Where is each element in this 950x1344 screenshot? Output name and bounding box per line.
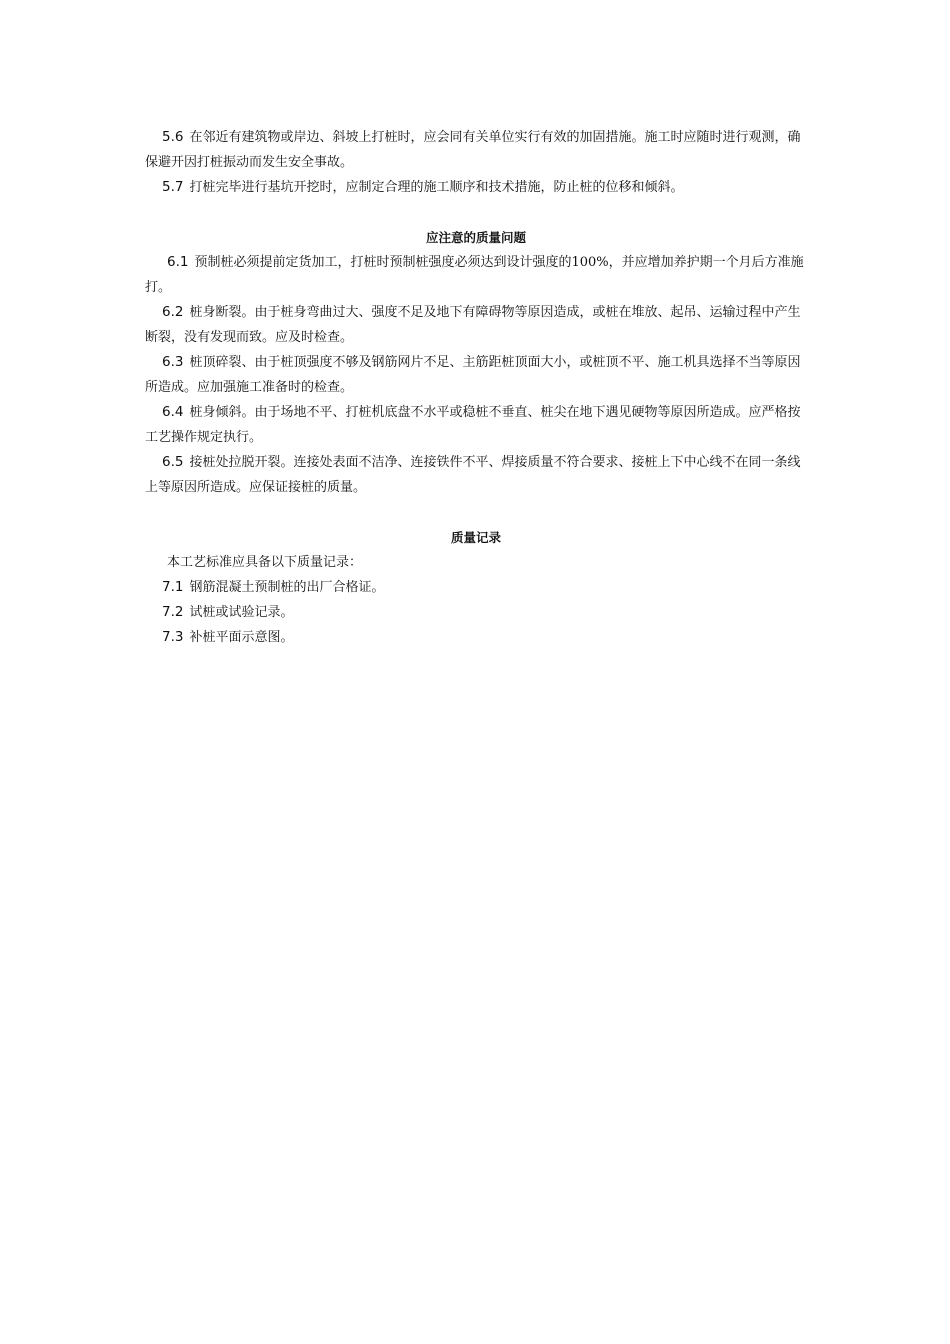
- item-text: 补桩平面示意图。: [189, 630, 294, 645]
- item-number: 5.6: [162, 129, 184, 145]
- item-text: 预制桩必须提前定货加工，打桩时预制桩强度必须达到设计强度的100%，并应增加养护期一个月后方准施打。: [145, 255, 804, 295]
- paragraph-5-6: [145, 125, 807, 175]
- item-number: 6.1: [167, 254, 189, 270]
- section-7-intro: 本工艺标准应具备以下质量记录：: [167, 555, 363, 570]
- document-page: [145, 125, 807, 650]
- paragraph-6-4: [145, 400, 807, 450]
- item-text: 接桩处拉脱开裂。连接处表面不洁净、连接铁件不平、焊接质量不符合要求、接桩上下中心线不在同一条线上等原因所造成。应保证接桩的质量。: [145, 455, 801, 495]
- section-6-title: 应注意的质量问题: [425, 230, 526, 245]
- section-5: [145, 125, 807, 200]
- section-7: [145, 525, 807, 650]
- item-text: 打桩完毕进行基坑开挖时，应制定合理的施工顺序和技术措施，防止桩的位移和倾斜。: [189, 180, 684, 195]
- paragraph-6-3: [145, 350, 807, 400]
- paragraph-6-5: [145, 450, 807, 500]
- item-number: 6.3: [162, 354, 184, 370]
- section-6: [145, 225, 807, 500]
- paragraph-7-3: [145, 625, 807, 650]
- item-number: 6.4: [162, 404, 184, 420]
- paragraph-6-2: [145, 300, 807, 350]
- item-number: 6.5: [162, 454, 184, 470]
- item-number: 6.2: [162, 304, 184, 320]
- item-text: 在邻近有建筑物或岸边、斜坡上打桩时，应会同有关单位实行有效的加固措施。施工时应随时进行观测，确保避开因打桩振动而发生安全事故。: [145, 130, 801, 170]
- spacer: [145, 200, 807, 225]
- section-7-title: 质量记录: [450, 530, 501, 545]
- item-text: 试桩或试验记录。: [189, 605, 294, 620]
- item-text: 钢筋混凝土预制桩的出厂合格证。: [189, 580, 385, 595]
- item-text: 桩身断裂。由于桩身弯曲过大、强度不足及地下有障碍物等原因造成，或桩在堆放、起吊、运输过程中产生断裂，没有发现而致。应及时检查。: [145, 305, 801, 345]
- spacer: [145, 500, 807, 525]
- item-number: 7.1: [162, 579, 184, 595]
- item-text: 桩顶碎裂、由于桩顶强度不够及钢筋网片不足、主筋距桩顶面大小，或桩顶不平、施工机具选择不当等原因所造成。应加强施工准备时的检查。: [145, 355, 801, 395]
- paragraph-7-2: [145, 600, 807, 625]
- paragraph-7-1: [145, 575, 807, 600]
- item-number: 5.7: [162, 179, 184, 195]
- item-text: 桩身倾斜。由于场地不平、打桩机底盘不水平或稳桩不垂直、桩尖在地下遇见硬物等原因所造成。应严格按工艺操作规定执行。: [145, 405, 801, 445]
- item-number: 7.3: [162, 629, 184, 645]
- paragraph-6-1: [145, 250, 807, 300]
- paragraph-5-7: [145, 175, 807, 200]
- item-number: 7.2: [162, 604, 184, 620]
